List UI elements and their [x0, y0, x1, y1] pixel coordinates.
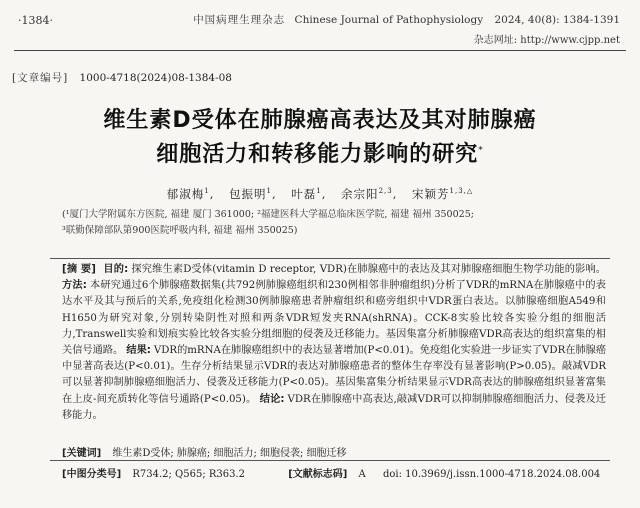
conclusion-label: 结论:: [259, 393, 285, 405]
journal-name-en: Chinese Journal of Pathophysiology: [294, 14, 484, 26]
author: 包振明$^1$,: [229, 187, 277, 201]
abstract-top-rule: [50, 258, 610, 259]
journal-name-cn: 中国病理生理杂志: [193, 14, 286, 26]
doc-code-label: [文献标志码]: [288, 469, 348, 480]
author: 叶磊$^1$,: [291, 187, 327, 201]
title-line-1: 维生素D受体在肺腺癌高表达及其对肺腺癌: [103, 108, 537, 133]
conclusion-text: VDR在肺腺癌中高表达,敲减VDR可以抑制肺腺癌细胞活力、侵袭及迁移能力。: [62, 393, 606, 421]
author: 宋颖芳$^{1,3,\triangle}$: [412, 187, 474, 201]
aim-label: 目的:: [103, 264, 129, 275]
header-rule: [14, 50, 626, 51]
article-number: [12, 70, 232, 85]
doi[interactable]: doi: 10.3969/j.issn.1000-4718.2024.08.004: [382, 469, 601, 480]
keywords: [62, 444, 610, 459]
methods-text: 本研究通过6个肺腺癌数据集(共792例肺腺癌组织和230例相邻非肿瘤组织)分析了VDR的mRNA在肺腺癌中的表达水平及其与预后的关系,免疫组化检测30例肺腺癌患者肿瘤组织和癌旁组织中VDR蛋白表达。以肺腺癌细胞A549和H1650为研究对象,分别转染阴性对照和两条VDR短发夹RNA(shRNA)。CCK-8实验比较各实验分组的细胞活力,Transwell实验和划痕实验比较各实验分组细胞的侵袭及迁移能力。基因集富分析肺腺癌VDR高表达的组织富集的相关信号通路。: [62, 280, 606, 357]
results-text: VDR的mRNA在肺腺癌组织中的表达显著增加(P<0.01)。免疫组化实验进一步证实了VDR在肺腺癌中显著高表达(P<0.01)。生存分析结果显示VDR的表达对肺腺癌患者的整体生存率没有显著影响(P>0.05)。敲减VDR可以显著抑制肺腺癌细胞活力、侵袭及迁移能力(P<0.05)。基因集富集分析结果显示VDR高表达的肺腺癌组织显著富集在上皮-间充质转化等信号通路(P<0.05)。: [62, 345, 607, 405]
abstract: [62, 262, 606, 424]
keywords-label: [关键词]: [62, 448, 102, 459]
abstract-bottom-rule: [50, 460, 610, 461]
affiliation-line-1: (¹厦门大学附属东方医院, 福建 厦门 361000; ²福建医科大学福总临床医学院, 福建 福州 350025;: [62, 209, 474, 220]
journal-website[interactable]: 杂志网址: http://www.cjpp.net: [473, 35, 620, 46]
journal-info: [193, 12, 620, 27]
aim-text: 探究维生素D受体(vitamin D receptor, VDR)在肺腺癌中的表达及其对肺腺癌细胞生物学功能的影响。: [131, 264, 606, 275]
classification: [62, 465, 610, 480]
abstract-label: [摘 要]: [62, 264, 96, 275]
journal-issue: 2024, 40(8): 1384-1391: [494, 14, 620, 26]
keywords-value: 维生素D受体; 肺腺癌; 细胞活力; 细胞侵袭; 细胞迁移: [112, 448, 347, 459]
title-line-2-text: 细胞活力和转移能力影响的研究: [156, 142, 479, 167]
title-line-2: [0, 137, 640, 168]
author: 余宗阳$^{2,3}$,: [341, 187, 398, 201]
doc-code-value: A: [358, 469, 366, 480]
results-label: 结果:: [126, 345, 151, 357]
page-number: ·1384·: [18, 14, 53, 27]
title-footnote-mark: *: [478, 145, 484, 156]
classification-value: R734.2; Q565; R363.2: [132, 469, 246, 480]
methods-label: 方法:: [62, 280, 87, 292]
author: 郁淑梅$^1$,: [166, 187, 215, 201]
article-number-label: [文章编号]: [12, 72, 69, 84]
classification-label: [中图分类号]: [62, 469, 122, 480]
author-list: [0, 186, 640, 202]
affiliation-line-2: ³联勤保障部队第900医院呼吸内科, 福建 福州 350025): [62, 225, 298, 236]
article-number-value: 1000-4718(2024)08-1384-08: [79, 72, 232, 84]
